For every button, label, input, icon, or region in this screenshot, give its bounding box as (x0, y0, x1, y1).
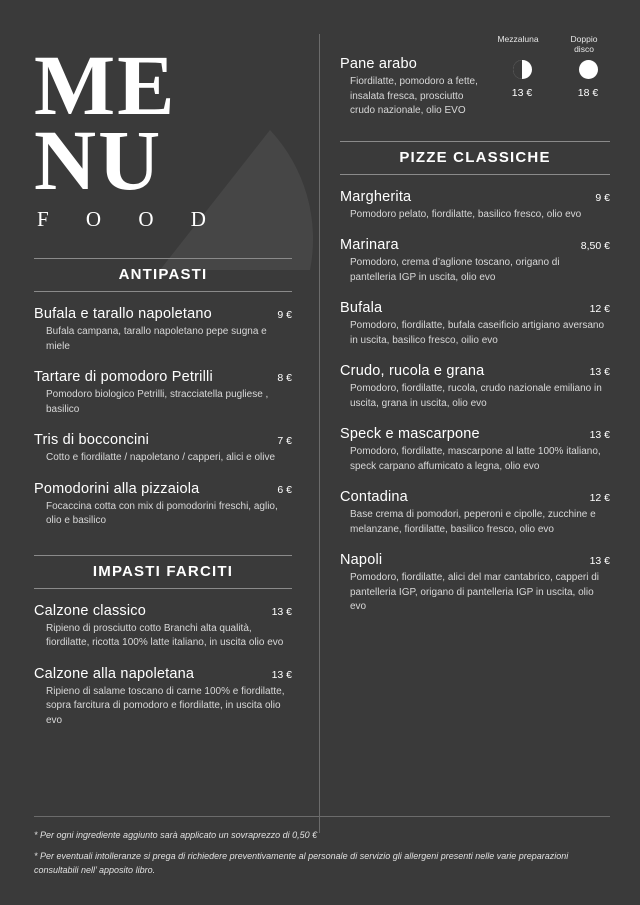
dish-description: Pomodoro, fiordilatte, bufala caseificio artigiano aversano in uscita, basilico fresco, oilio evo (350, 320, 605, 346)
dish-name: Tartare di pomodoro Petrilli (34, 369, 213, 386)
menu-logo (34, 37, 292, 232)
list-item (34, 603, 292, 651)
logo-subtitle: F O O D (37, 207, 222, 232)
dish-name: Napoli (340, 552, 383, 569)
dish-description: Pomodoro, crema d’aglione toscano, origano di pantelleria IGP in uscita, olio evo (350, 257, 560, 283)
list-item (340, 189, 610, 223)
size-label-doppio-disco (562, 34, 606, 54)
size-label-text-line1: Doppio (570, 34, 598, 44)
footer-notes (34, 816, 610, 886)
dish-name: Calzone classico (34, 602, 146, 619)
size-label-mezzaluna (496, 34, 540, 54)
dish-price: 9 € (595, 191, 610, 204)
dish-description: Pomodoro biologico Petrilli, stracciatella pugliese , basilico (46, 389, 269, 415)
dish-description: Pomodoro, fiordilatte, rucola, crudo nazionale emiliano in uscita, grana in uscita, olio evo (350, 383, 602, 409)
dish-name: Marinara (340, 237, 399, 254)
dish-name: Tris di bocconcini (34, 432, 150, 449)
right-column (318, 0, 640, 905)
dish-description: Bufala campana, tarallo napoletano pepe sugna e miele (46, 326, 267, 352)
section-header-impasti-farciti: IMPASTI FARCITI (34, 555, 292, 589)
dish-description: Pomodoro, fiordilatte, alici del mar cantabrico, capperi di pantelleria IGP, origano di pantelleria IGP in uscita, olio evo (350, 572, 600, 613)
dish-price: 6 € (277, 483, 292, 496)
logo-line-2: NU (34, 111, 163, 208)
section-header-antipasti: ANTIPASTI (34, 258, 292, 292)
full-circle-icon (579, 60, 598, 79)
list-item (340, 489, 610, 537)
section-header-pizze-classiche: PIZZE CLASSICHE (340, 141, 610, 175)
list-item (340, 237, 610, 285)
dish-description: Focaccina cotta con mix di pomodorini freschi, aglio, olio e basilico (46, 500, 278, 527)
dish-price: 12 € (589, 492, 610, 505)
dish-description: Pomodoro, fiordilatte, mascarpone al latte 100% italiano, speck carpano affumicato a legna, olio evo (350, 446, 601, 472)
list-item (34, 369, 292, 417)
dish-price: 8,50 € (580, 240, 610, 253)
dish-name: Pomodorini alla pizzaiola (34, 480, 200, 497)
dish-description: Fiordilatte, pomodoro a fette, insalata fresca, prosciutto crudo nazionale, olio EVO (350, 76, 478, 117)
size-price: 18 € (577, 87, 599, 100)
size-label-text-line2: disco (574, 44, 594, 55)
dish-name: Crudo, rucola e grana (340, 363, 485, 380)
list-item (340, 363, 610, 411)
dish-name: Contadina (340, 489, 408, 506)
dish-price: 12 € (589, 303, 610, 316)
list-item (340, 426, 610, 474)
dish-price: 13 € (589, 429, 610, 442)
size-option-doppio-disco (566, 60, 610, 99)
list-item (340, 300, 610, 348)
dish-name: Margherita (340, 188, 412, 205)
dish-description: Ripieno di prosciutto cotto Branchi alta qualità, fiordilatte, ricotta 100% latte italiano, in uscita olio evo (46, 622, 284, 649)
size-price: 13 € (511, 87, 533, 100)
dish-name: Bufala (340, 300, 383, 317)
footer-note-2: * Per eventuali intolleranze si prega di richiedere preventivamente al personale di servizio gli allergeni presenti nelle varie preparazioni consultabili nell’ apposito libro. (34, 851, 569, 875)
logo-line-1: ME (34, 37, 177, 133)
list-item (34, 666, 292, 729)
dish-name: Speck e mascarpone (340, 426, 480, 443)
list-item (340, 552, 610, 615)
dish-description: Pomodoro pelato, fiordilatte, basilico fresco, olio evo (350, 208, 582, 220)
dish-description: Ripieno di salame toscano di carne 100% e fiordilatte, sopra farcitura di pomodoro e fiordilatte, in uscita olio evo (46, 685, 285, 726)
dish-price: 13 € (589, 366, 610, 379)
footer-note-1: * Per ogni ingrediente aggiunto sarà applicato un sovraprezzo di 0,50 € (34, 829, 318, 840)
dish-price: 13 € (271, 605, 292, 618)
dish-name: Bufala e tarallo napoletano (34, 306, 212, 323)
list-item (34, 306, 292, 354)
dish-price: 13 € (589, 555, 610, 568)
dish-name: Pane arabo (340, 56, 417, 73)
size-option-mezzaluna (500, 60, 544, 99)
dish-name: Calzone alla napoletana (34, 665, 195, 682)
dish-description: Base crema di pomodori, peperoni e cipolle, zucchine e melanzane, fiordilatte, basilico fresco, olio evo (350, 509, 596, 535)
dish-price: 8 € (277, 372, 292, 385)
dish-price: 7 € (277, 435, 292, 448)
left-column (0, 0, 318, 905)
size-label-text: Mezzaluna (497, 34, 539, 44)
list-item (340, 56, 610, 119)
dish-price: 13 € (271, 668, 292, 681)
footer-divider (34, 816, 610, 817)
half-circle-icon (513, 60, 532, 79)
size-icon-headers (340, 34, 610, 54)
list-item (34, 481, 292, 529)
dish-description: Cotto e fiordilatte / napoletano / capperi, alici e olive (46, 452, 276, 464)
dish-price: 9 € (277, 309, 292, 322)
list-item (34, 432, 292, 466)
